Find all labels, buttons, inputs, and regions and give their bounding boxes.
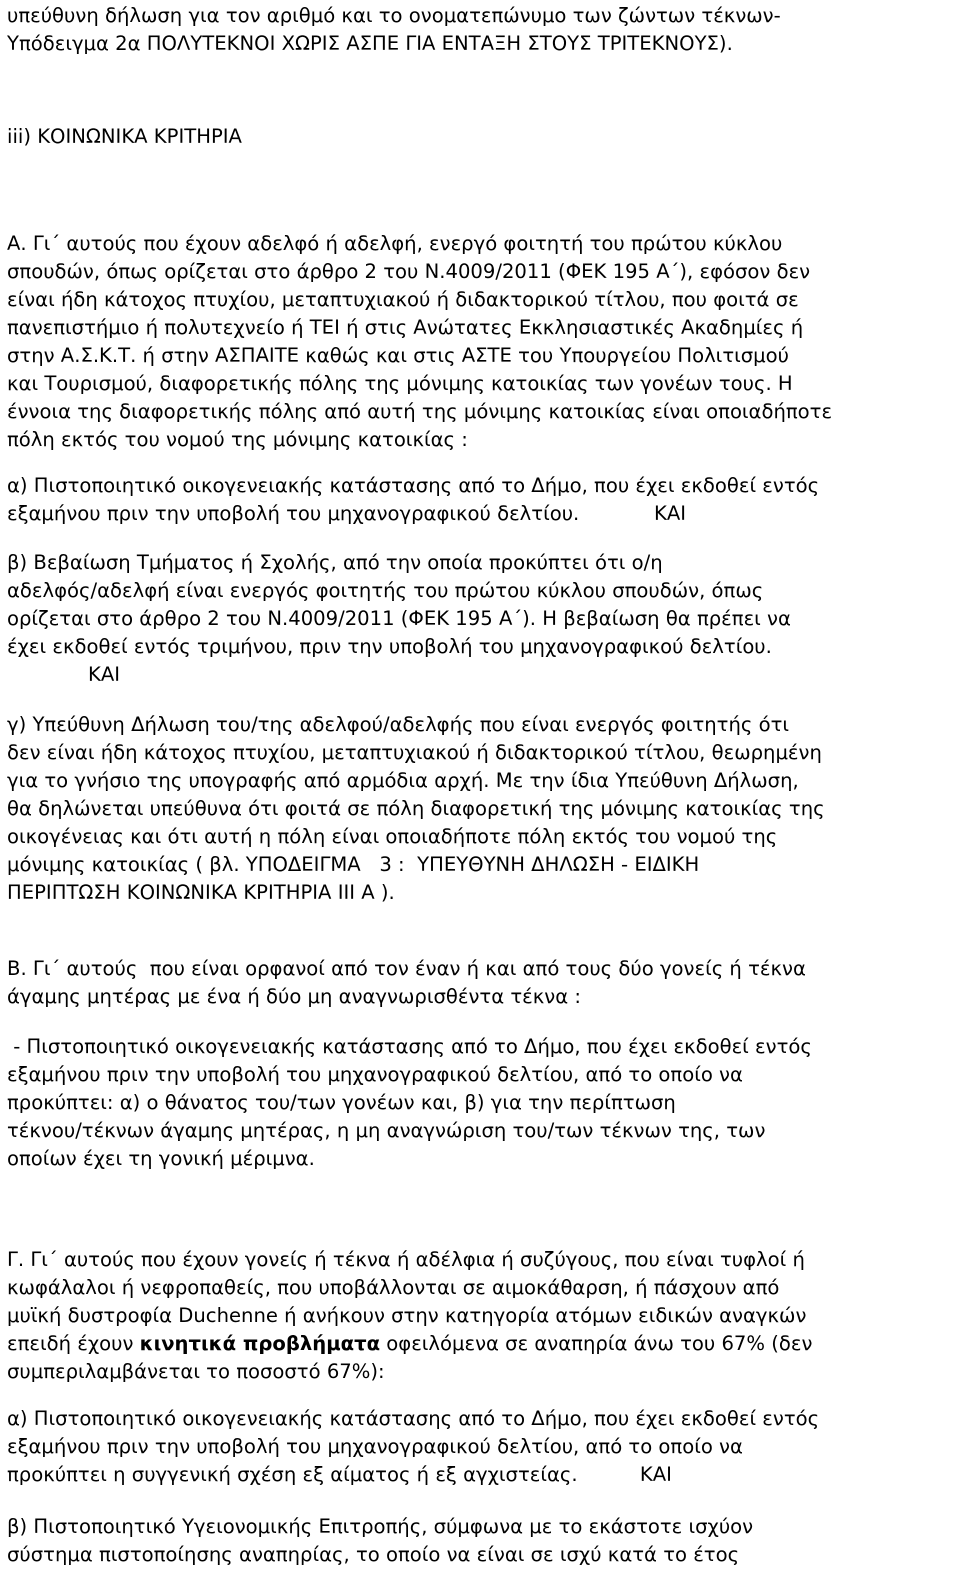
- text-line: - Πιστοποιητικό οικογενειακής κατάστασης από το Δήμο, που έχει εκδοθεί εντός: [7, 1035, 812, 1058]
- section-c-paragraph: [7, 1246, 953, 1386]
- text-line: β) Βεβαίωση Τμήματος ή Σχολής, από την οποία προκύπτει ότι ο/η: [7, 551, 663, 574]
- text-line: ορίζεται στο άρθρο 2 του Ν.4009/2011 (ΦΕΚ 195 Α΄). Η βεβαίωση θα πρέπει να: [7, 607, 791, 630]
- section-c-item-b: [7, 1513, 953, 1569]
- text-line: α) Πιστοποιητικό οικογενειακής κατάστασης από το Δήμο, που έχει εκδοθεί εντός: [7, 1407, 820, 1430]
- text-line: θα δηλώνεται υπεύθυνα ότι φοιτά σε πόλη διαφορετική της μόνιμης κατοικίας της: [7, 797, 825, 820]
- section-a-item-a: [7, 472, 953, 528]
- text-line: υπεύθυνη δήλωση για τον αριθμό και το ονοματεπώνυμο των ζώντων τέκνων-: [7, 4, 781, 27]
- text-line: έννοια της διαφορετικής πόλης από αυτή της μόνιμης κατοικίας είναι οποιαδήποτε: [7, 400, 833, 423]
- text-segment: επειδή έχουν: [7, 1332, 140, 1355]
- text-line: ΚΑΙ: [7, 663, 120, 686]
- text-line: άγαμης μητέρας με ένα ή δύο μη αναγνωρισθέντα τέκνα :: [7, 985, 581, 1008]
- text-line: είναι ήδη κάτοχος πτυχίου, μεταπτυχιακού ή διδακτορικού τίτλου, που φοιτά σε: [7, 288, 799, 311]
- text-line: κωφάλαλοι ή νεφροπαθείς, που υποβάλλονται σε αιμοκάθαρση, ή πάσχουν από: [7, 1276, 780, 1299]
- intro-paragraph: [7, 2, 953, 58]
- text-line: Γ. Γι΄ αυτούς που έχουν γονείς ή τέκνα ή αδέλφια ή συζύγους, που είναι τυφλοί ή: [7, 1248, 805, 1271]
- text-segment: οφειλόμενα σε αναπηρία άνω του 67% (δεν: [380, 1332, 813, 1355]
- section-heading: [7, 123, 953, 151]
- text-line: α) Πιστοποιητικό οικογενειακής κατάστασης από το Δήμο, που έχει εκδοθεί εντός: [7, 474, 820, 497]
- text-line: τέκνου/τέκνων άγαμης μητέρας, η μη αναγνώριση του/των τέκνων της, των: [7, 1119, 766, 1142]
- bold-emphasis: κινητικά προβλήματα: [139, 1332, 381, 1355]
- text-line: Υπόδειγμα 2α ΠΟΛΥΤΕΚΝΟΙ ΧΩΡΙΣ ΑΣΠΕ ΓΙΑ ΕΝΤΑΞΗ ΣΤΟΥΣ ΤΡΙΤΕΚΝΟΥΣ).: [7, 32, 733, 55]
- text-line: δεν είναι ήδη κάτοχος πτυχίου, μεταπτυχιακού ή διδακτορικού τίτλου, θεωρημένη: [7, 741, 822, 764]
- text-line: πανεπιστήμιο ή πολυτεχνείο ή ΤΕΙ ή στις Ανώτατες Εκκλησιαστικές Ακαδημίες ή: [7, 316, 804, 339]
- text-line: εξαμήνου πριν την υποβολή του μηχανογραφικού δελτίου, από το οποίο να: [7, 1063, 743, 1086]
- section-a-item-c: [7, 711, 953, 907]
- text-line: γ) Υπεύθυνη Δήλωση του/της αδελφού/αδελφής που είναι ενεργός φοιτητής ότι: [7, 713, 790, 736]
- text-line: εξαμήνου πριν την υποβολή του μηχανογραφικού δελτίου. ΚΑΙ: [7, 502, 687, 525]
- text-line: εξαμήνου πριν την υποβολή του μηχανογραφικού δελτίου, από το οποίο να: [7, 1435, 743, 1458]
- text-line: αδελφός/αδελφή είναι ενεργός φοιτητής του πρώτου κύκλου σπουδών, όπως: [7, 579, 764, 602]
- text-line: οποίων έχει τη γονική μέριμνα.: [7, 1147, 315, 1170]
- text-line: για το γνήσιο της υπογραφής από αρμόδια αρχή. Με την ίδια Υπεύθυνη Δήλωση,: [7, 769, 799, 792]
- text-line: μόνιμης κατοικίας ( βλ. ΥΠΟΔΕΙΓΜΑ 3 : ΥΠΕΥΘΥΝΗ ΔΗΛΩΣΗ - ΕΙΔΙΚΗ: [7, 853, 700, 876]
- text-line: στην Α.Σ.Κ.Τ. ή στην ΑΣΠΑΙΤΕ καθώς και στις ΑΣΤΕ του Υπουργείου Πολιτισμού: [7, 344, 789, 367]
- section-b-item: [7, 1033, 953, 1173]
- section-a-item-b: [7, 549, 953, 689]
- text-line: σύστημα πιστοποίησης αναπηρίας, το οποίο να είναι σε ισχύ κατά το έτος: [7, 1543, 740, 1566]
- text-line: σπουδών, όπως ορίζεται στο άρθρο 2 του Ν.4009/2011 (ΦΕΚ 195 Α΄), εφόσον δεν: [7, 260, 811, 283]
- text-line: iii) ΚΟΙΝΩΝΙΚΑ ΚΡΙΤΗΡΙΑ: [7, 125, 242, 148]
- text-line: β) Πιστοποιητικό Υγειονομικής Επιτροπής, σύμφωνα με το εκάστοτε ισχύον: [7, 1515, 754, 1538]
- text-line: ΠΕΡΙΠΤΩΣΗ ΚΟΙΝΩΝΙΚΑ ΚΡΙΤΗΡΙΑ ΙΙΙ Α ).: [7, 881, 395, 904]
- text-line: και Τουρισμού, διαφορετικής πόλης της μόνιμης κατοικίας των γονέων τους. Η: [7, 372, 793, 395]
- text-line: Α. Γι΄ αυτούς που έχουν αδελφό ή αδελφή, ενεργό φοιτητή του πρώτου κύκλου: [7, 232, 783, 255]
- section-b-paragraph: [7, 955, 953, 1011]
- text-line: προκύπτει η συγγενική σχέση εξ αίματος ή εξ αγχιστείας. ΚΑΙ: [7, 1463, 672, 1486]
- text-line: οικογένειας και ότι αυτή η πόλη είναι οποιαδήποτε πόλη εκτός του νομού της: [7, 825, 778, 848]
- text-line: προκύπτει: α) ο θάνατος του/των γονέων και, β) για την περίπτωση: [7, 1091, 676, 1114]
- section-c-item-a: [7, 1405, 953, 1489]
- text-line: συμπεριλαμβάνεται το ποσοστό 67%):: [7, 1360, 385, 1383]
- text-line: μυϊκή δυστροφία Duchenne ή ανήκουν στην κατηγορία ατόμων ειδικών αναγκών: [7, 1304, 807, 1327]
- section-a-paragraph: [7, 230, 953, 454]
- text-line: Β. Γι΄ αυτούς που είναι ορφανοί από τον έναν ή και από τους δύο γονείς ή τέκνα: [7, 957, 806, 980]
- text-line: πόλη εκτός του νομού της μόνιμης κατοικίας :: [7, 428, 468, 451]
- text-line-mixed: [7, 1330, 953, 1358]
- text-line: έχει εκδοθεί εντός τριμήνου, πριν την υποβολή του μηχανογραφικού δελτίου.: [7, 635, 772, 658]
